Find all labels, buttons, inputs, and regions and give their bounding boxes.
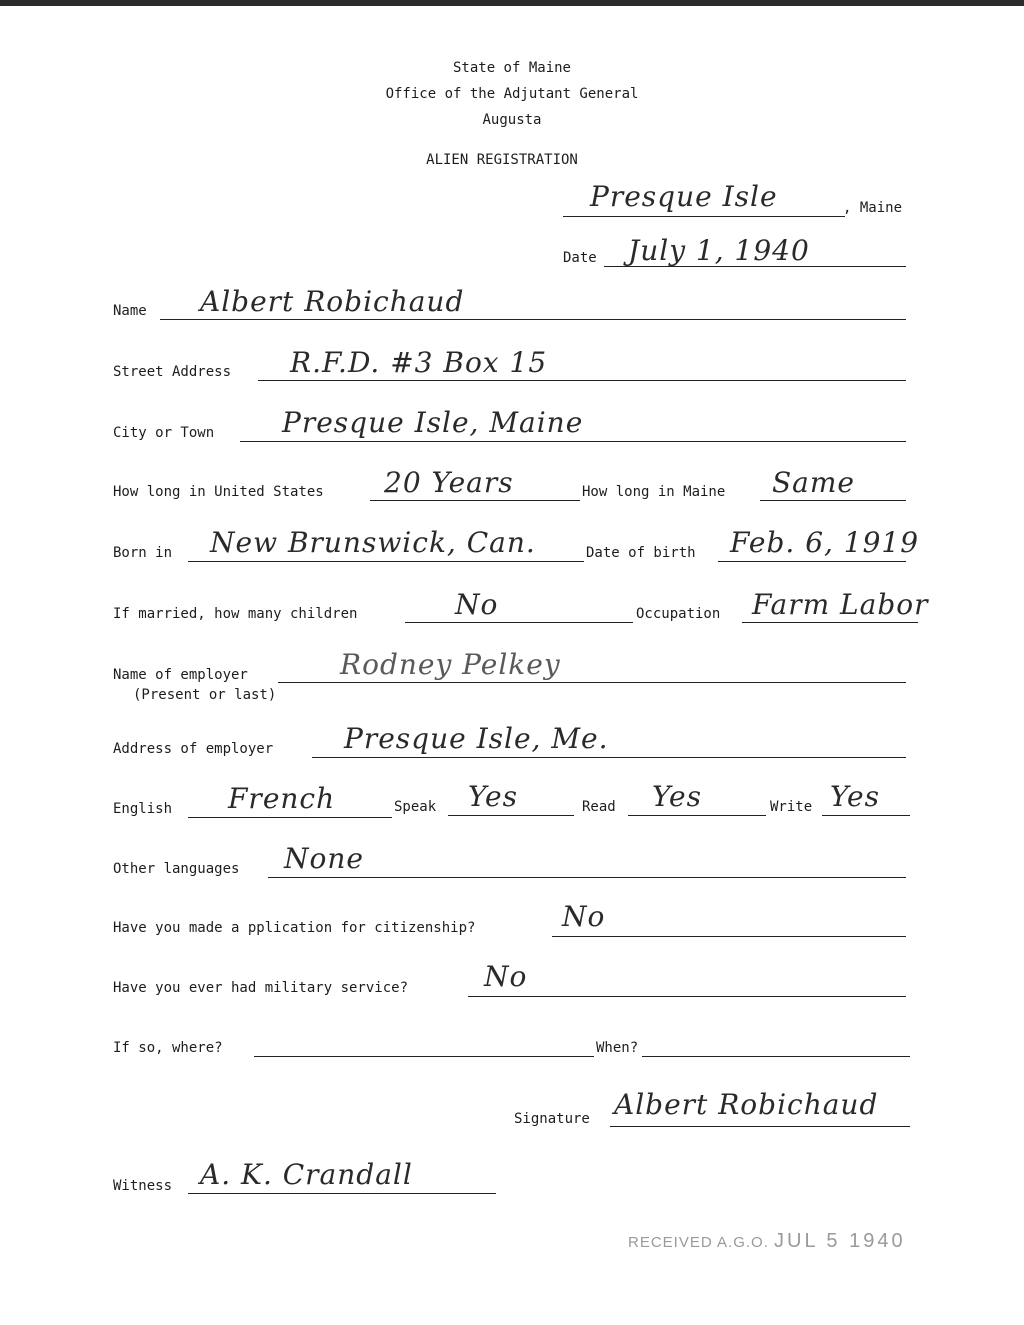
city-line [240, 441, 906, 442]
other-languages-value: None [284, 842, 364, 875]
how-long-maine-value: Same [772, 466, 855, 499]
children-value: No [455, 588, 499, 621]
street-line [258, 380, 906, 381]
scan-edge [0, 0, 1024, 6]
other-languages-label: Other languages [113, 861, 240, 877]
other-languages-line [268, 877, 906, 878]
speak-value: Yes [468, 780, 518, 813]
date-label: Date [563, 250, 597, 266]
employer-name-label: Name of employer [113, 667, 248, 683]
dob-label: Date of birth [586, 545, 696, 561]
how-long-us-label: How long in United States [113, 484, 324, 500]
employer-name-line [278, 682, 906, 683]
place-suffix: , Maine [843, 200, 903, 216]
signature-value: Albert Robichaud [614, 1088, 879, 1121]
witness-value: A. K. Crandall [200, 1158, 413, 1191]
citizenship-value: No [562, 900, 606, 933]
english-line [188, 817, 392, 818]
date-value: July 1, 1940 [628, 234, 810, 267]
name-label: Name [113, 303, 147, 319]
employer-name-value: Rodney Pelkey [340, 648, 561, 681]
english-value: French [228, 782, 336, 815]
military-label: Have you ever had military service? [113, 980, 409, 996]
employer-address-value: Presque Isle, Me. [344, 722, 609, 755]
children-label: If married, how many children [113, 606, 358, 622]
how-long-us-value: 20 Years [384, 466, 514, 499]
read-value: Yes [652, 780, 702, 813]
dob-value: Feb. 6, 1919 [730, 526, 920, 559]
signature-label: Signature [514, 1111, 590, 1127]
header-state: State of Maine [452, 60, 571, 76]
read-line [628, 815, 766, 816]
place-line [563, 216, 845, 217]
children-line [405, 622, 633, 623]
header-office: Office of the Adjutant General [385, 86, 639, 102]
street-label: Street Address [113, 364, 232, 380]
dob-line [718, 561, 906, 562]
how-long-maine-line [760, 500, 906, 501]
speak-line [448, 815, 574, 816]
speak-label: Speak [394, 799, 437, 815]
how-long-us-line [370, 500, 580, 501]
city-label: City or Town [113, 425, 215, 441]
received-stamp [628, 1230, 906, 1253]
occupation-value: Farm Labor [752, 588, 929, 621]
witness-line [188, 1193, 496, 1194]
military-line [468, 996, 906, 997]
employer-address-label: Address of employer [113, 741, 274, 757]
english-label: English [113, 801, 173, 817]
military-value: No [484, 960, 528, 993]
write-line [822, 815, 910, 816]
citizenship-label: Have you made a pplication for citizenship? [113, 920, 476, 936]
if-so-where-line [254, 1056, 594, 1057]
street-value: R.F.D. #3 Box 15 [290, 346, 548, 379]
employer-name-sublabel: (Present or last) [133, 687, 277, 703]
read-label: Read [582, 799, 616, 815]
write-label: Write [770, 799, 813, 815]
citizenship-line [552, 936, 906, 937]
signature-line [610, 1126, 910, 1127]
born-in-line [188, 561, 584, 562]
how-long-maine-label: How long in Maine [582, 484, 726, 500]
header-city: Augusta [482, 112, 542, 128]
when-line [642, 1056, 910, 1057]
witness-label: Witness [113, 1178, 173, 1194]
occupation-line [742, 622, 918, 623]
born-in-label: Born in [113, 545, 173, 561]
place-value: Presque Isle [590, 180, 778, 213]
name-line [160, 319, 906, 320]
stamp-prefix: RECEIVED A.G.O. [628, 1234, 769, 1251]
if-so-where-label: If so, where? [113, 1040, 223, 1056]
name-value: Albert Robichaud [200, 285, 465, 318]
form-title: ALIEN REGISTRATION [426, 152, 578, 168]
city-value: Presque Isle, Maine [282, 406, 584, 439]
born-in-value: New Brunswick, Can. [210, 526, 536, 559]
when-label: When? [596, 1040, 639, 1056]
write-value: Yes [830, 780, 880, 813]
stamp-date: JUL 5 1940 [774, 1230, 906, 1252]
occupation-label: Occupation [636, 606, 721, 622]
employer-address-line [312, 757, 906, 758]
